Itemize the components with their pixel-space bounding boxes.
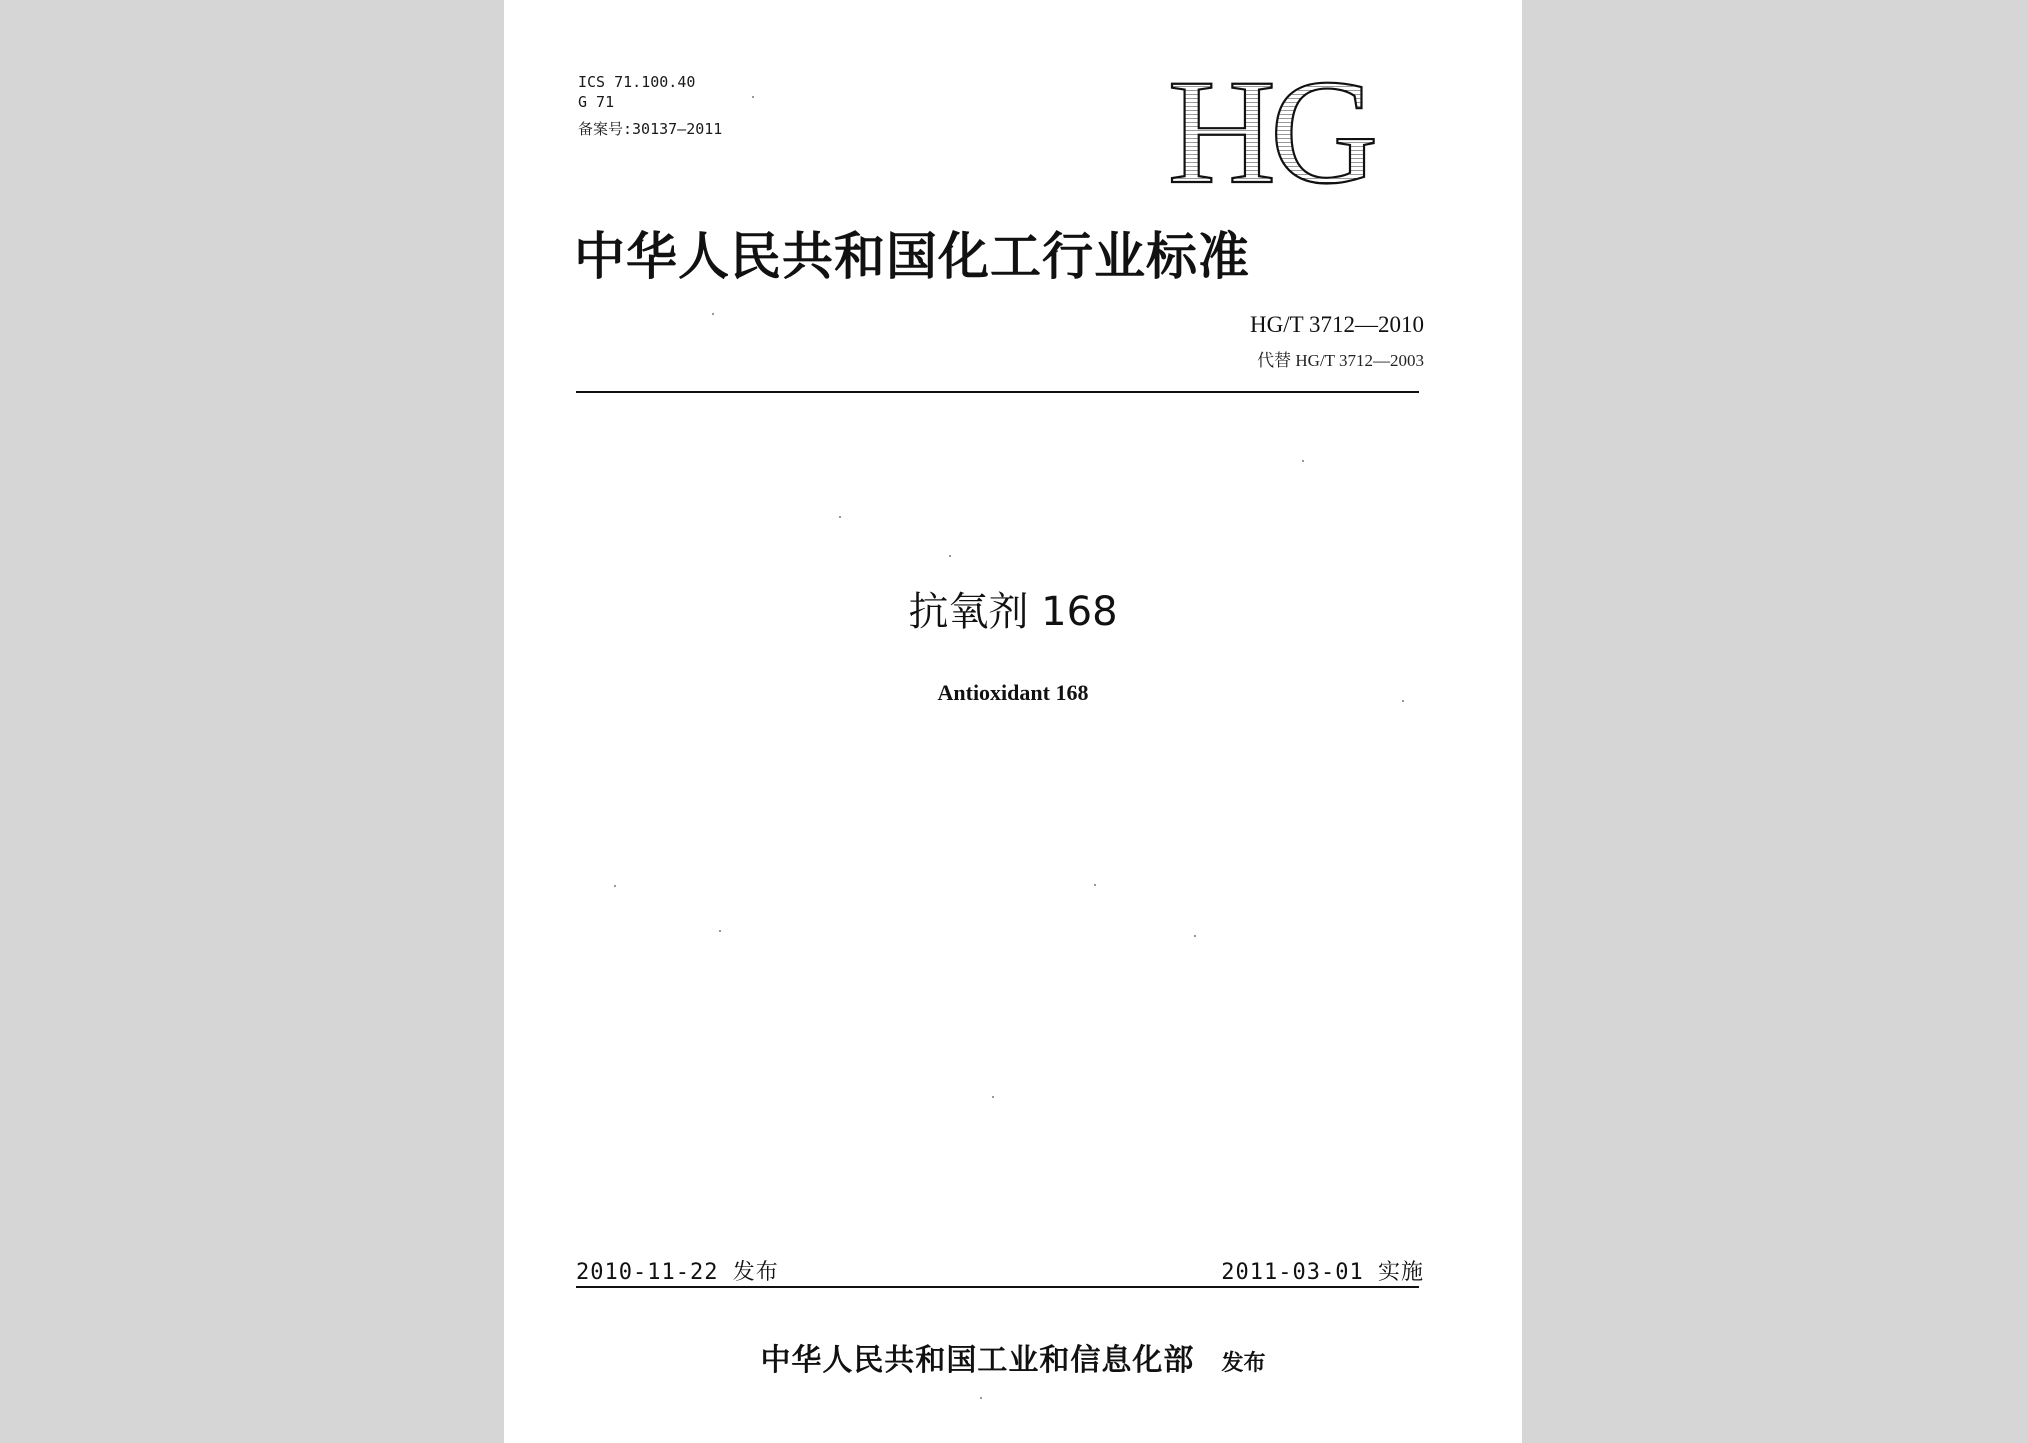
hg-logo [1164, 62, 1376, 202]
scan-speck [719, 930, 721, 932]
issuer-label: 发布 [1221, 1351, 1266, 1376]
issuing-authority: 中华人民共和国工业和信息化部 [760, 1343, 1195, 1378]
hg-logo-text: HG [1167, 62, 1373, 202]
scan-speck [980, 1397, 982, 1399]
document-page [504, 0, 1522, 1443]
scan-speck [712, 313, 714, 315]
record-number: 备案号:30137—2011 [578, 120, 723, 138]
document-title-english: Antioxidant 168 [937, 680, 1089, 705]
scan-speck [752, 96, 754, 98]
effective-date: 2011-03-01 实施 [1221, 1260, 1424, 1285]
scan-speck [839, 516, 841, 518]
issue-date: 2010-11-22 发布 [576, 1260, 779, 1285]
scan-speck [1194, 935, 1196, 937]
scan-speck [949, 555, 951, 557]
scan-speck [1094, 884, 1096, 886]
standard-number: HG/T 3712—2010 [1250, 312, 1424, 337]
document-title-chinese: 抗氧剂 168 [908, 589, 1118, 635]
header-divider [576, 391, 1419, 393]
scan-speck [992, 1096, 994, 1098]
issuer-line [504, 1335, 1522, 1379]
classification-code: G 71 [578, 93, 615, 111]
scan-speck [614, 885, 616, 887]
scan-speck [1402, 700, 1404, 702]
footer-divider [576, 1286, 1419, 1288]
industry-standard-title: 中华人民共和国化工行业标准 [574, 227, 1251, 287]
replaced-standard: 代替 HG/T 3712—2003 [1257, 351, 1424, 370]
ics-code: ICS 71.100.40 [578, 73, 696, 91]
scan-speck [1302, 460, 1304, 462]
